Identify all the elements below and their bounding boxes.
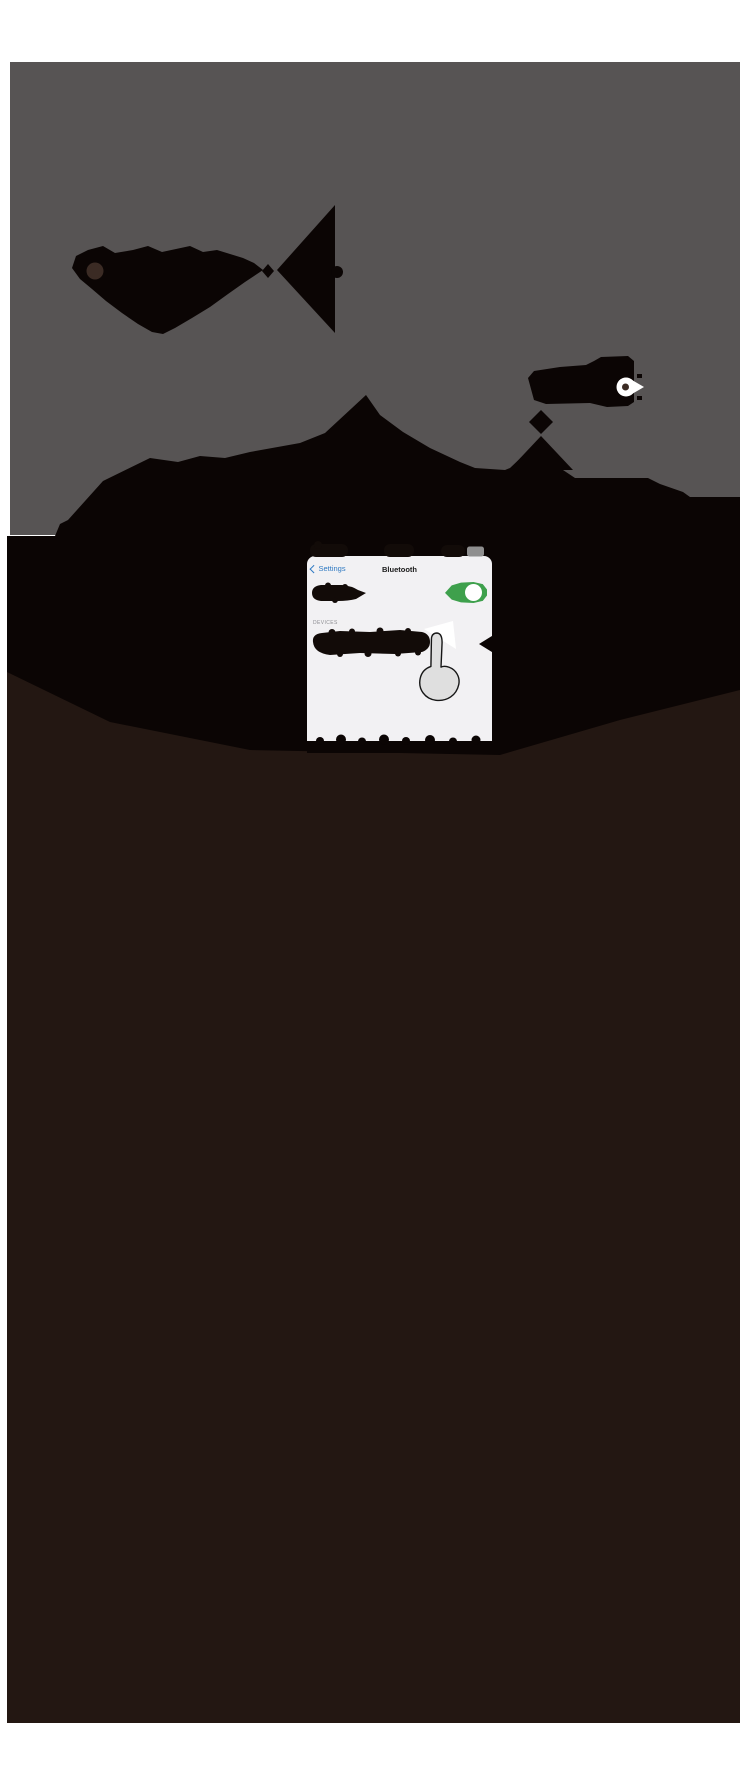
phone-screenshot-card <box>307 556 492 746</box>
cone-hub <box>331 266 343 278</box>
section-label: DEVICES <box>313 619 338 626</box>
page-title: Bluetooth <box>382 564 417 574</box>
lens-tick-bottom <box>637 396 642 400</box>
lens-dot <box>622 384 629 391</box>
page-dark-area <box>7 650 740 1723</box>
toggle-knob-icon <box>465 584 482 601</box>
lens-tick-top <box>637 374 642 378</box>
back-label: Settings <box>318 564 346 573</box>
dial-icon <box>87 263 104 280</box>
bluetooth-toggle[interactable] <box>445 582 487 603</box>
